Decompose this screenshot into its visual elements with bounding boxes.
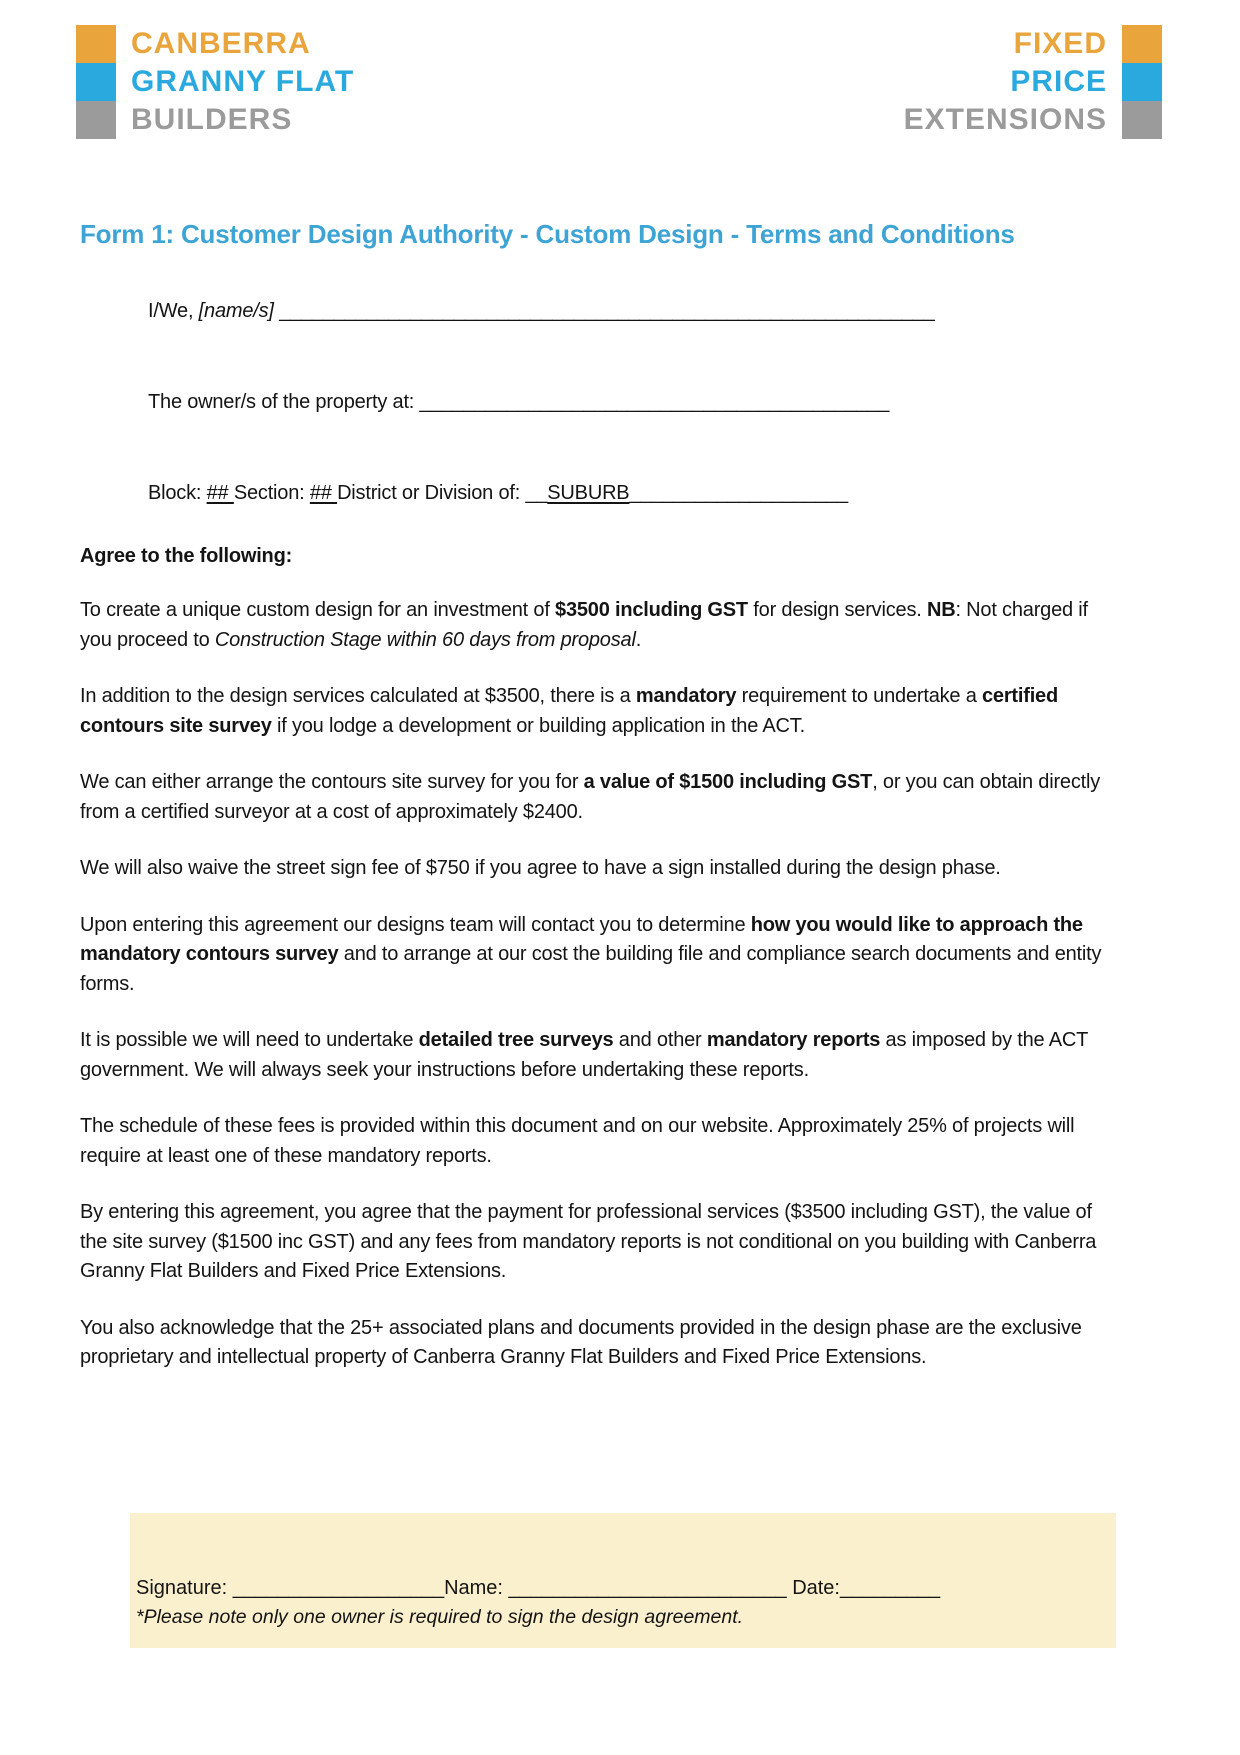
name-fill-in-line[interactable] [148, 300, 1115, 323]
text-run: Date:_________ [792, 1577, 941, 1599]
brand-wordmark-line: FIXED [1013, 27, 1107, 60]
text-run: ____________________________________________________________ [273, 300, 935, 322]
text-run: By entering this agreement, you agree that the payment for professional services ($3500 including GST), the value of the site survey ($1500 inc GST) and any fees from mandatory reports is not conditional on you building with Canberra Granny Flat Builders and Fixed Price Extensions. [80, 1201, 1097, 1282]
text-run: mandatory reports [706, 1029, 881, 1051]
text-run: __ [525, 482, 548, 504]
text-run: ## [309, 482, 338, 504]
brand-wordmark [131, 25, 354, 139]
text-run: . [635, 628, 642, 651]
property-address-fill-in-line[interactable] [148, 391, 1115, 414]
canberra-granny-flat-builders-logo [76, 25, 354, 139]
document-body [0, 300, 1240, 1373]
brand-wordmark [904, 25, 1107, 139]
block-section-district-fill-in-line[interactable] [148, 482, 1115, 505]
text-run: NB [926, 599, 956, 621]
text-run: a value of $1500 including GST [583, 771, 873, 793]
brand-wordmark-line: CANBERRA [131, 27, 311, 60]
terms-paragraph [80, 1026, 1115, 1085]
text-run: ## [206, 482, 234, 504]
signature-name-date-fill-in-line[interactable] [136, 1577, 1108, 1600]
brand-bar-segment [76, 25, 116, 63]
terms-paragraph [80, 1112, 1115, 1171]
brand-bar-segment [76, 101, 116, 139]
text-run: and other [613, 1029, 707, 1051]
text-run: as imposed by the ACT government. We will always seek your instructions before undertaking these reports. [80, 1029, 1088, 1081]
text-run: It is possible we will need to undertake [80, 1029, 419, 1051]
terms-paragraph [80, 911, 1115, 1000]
brand-bar-icon [1122, 25, 1162, 139]
text-run: We can either arrange the contours site survey for you for [80, 771, 584, 793]
page-header [0, 0, 1240, 139]
form-fields [148, 300, 1115, 505]
brand-bar-segment [1122, 25, 1162, 63]
text-run: $3500 including GST [555, 599, 748, 621]
brand-bar-icon [76, 25, 116, 139]
brand-bar-segment [1122, 101, 1162, 139]
text-run: District or Division of: [337, 482, 526, 504]
text-run: Construction Stage within 60 days from proposal [214, 628, 636, 651]
text-run: , or you can obtain directly from a certified surveyor at a cost of approximately $2400. [80, 771, 1101, 823]
text-run: if you lodge a development or building application in the ACT. [271, 714, 805, 737]
text-run: and to arrange at our cost the building file and compliance search documents and entity forms. [80, 943, 1102, 995]
text-run: for design services. [747, 599, 927, 621]
text-run: requirement to undertake a [736, 685, 982, 707]
terms-paragraph [80, 768, 1115, 827]
text-run: Section: [233, 482, 310, 504]
text-run: Name: _________________________ [444, 1577, 793, 1599]
terms-paragraph [80, 682, 1115, 741]
text-run: I/We, [148, 300, 199, 322]
text-run: *Please note only one owner is required to sign the design agreement. [136, 1606, 744, 1628]
text-run: : Not charged if you proceed to [80, 599, 1088, 651]
text-run: SUBURB [547, 482, 630, 504]
terms-paragraph [80, 854, 1115, 884]
page-title: Form 1: Customer Design Authority - Custom Design - Terms and Conditions [80, 219, 1015, 249]
text-run: mandatory [635, 685, 737, 707]
signature-box [130, 1513, 1116, 1648]
fixed-price-extensions-logo [904, 25, 1162, 139]
text-run: The schedule of these fees is provided within this document and on our website. Approximately 25% of projects will require at least one of these mandatory reports. [80, 1115, 1075, 1167]
brand-wordmark-line: PRICE [1010, 65, 1107, 98]
text-run: In addition to the design services calculated at $3500, there is a [80, 685, 636, 707]
text-run: You also acknowledge that the 25+ associated plans and documents provided in the design phase are the exclusive proprietary and intellectual property of Canberra Granny Flat Builders and Fixed Price Extensions. [80, 1316, 1082, 1368]
signature-note [136, 1606, 1108, 1629]
text-run: ____________________ [629, 482, 848, 504]
terms-paragraph [80, 1198, 1115, 1287]
text-run: Block: [148, 482, 207, 504]
text-run: We will also waive the street sign fee of $750 if you agree to have a sign installed during the design phase. [80, 857, 1001, 879]
text-run: [name/s] [198, 300, 274, 322]
brand-wordmark-line: EXTENSIONS [903, 103, 1107, 136]
text-run: how you would like to approach the mandatory contours survey [80, 913, 1083, 965]
agree-heading: Agree to the following: [80, 545, 293, 567]
terms-paragraphs [80, 596, 1115, 1373]
terms-paragraph [80, 1314, 1115, 1373]
terms-paragraph [80, 596, 1115, 655]
text-run: certified contours site survey [80, 685, 1058, 737]
brand-wordmark-line: BUILDERS [131, 103, 293, 136]
brand-wordmark-line: GRANNY FLAT [131, 65, 355, 98]
brand-bar-segment [1122, 63, 1162, 101]
text-run: The owner/s of the property at: ___________________________________________ [148, 391, 890, 413]
text-run: Upon entering this agreement our designs team will contact you to determine [80, 913, 751, 936]
brand-bar-segment [76, 63, 116, 101]
text-run: detailed tree surveys [418, 1029, 614, 1051]
text-run: Signature: ___________________ [136, 1577, 445, 1599]
text-run: To create a unique custom design for an investment of [80, 599, 556, 621]
